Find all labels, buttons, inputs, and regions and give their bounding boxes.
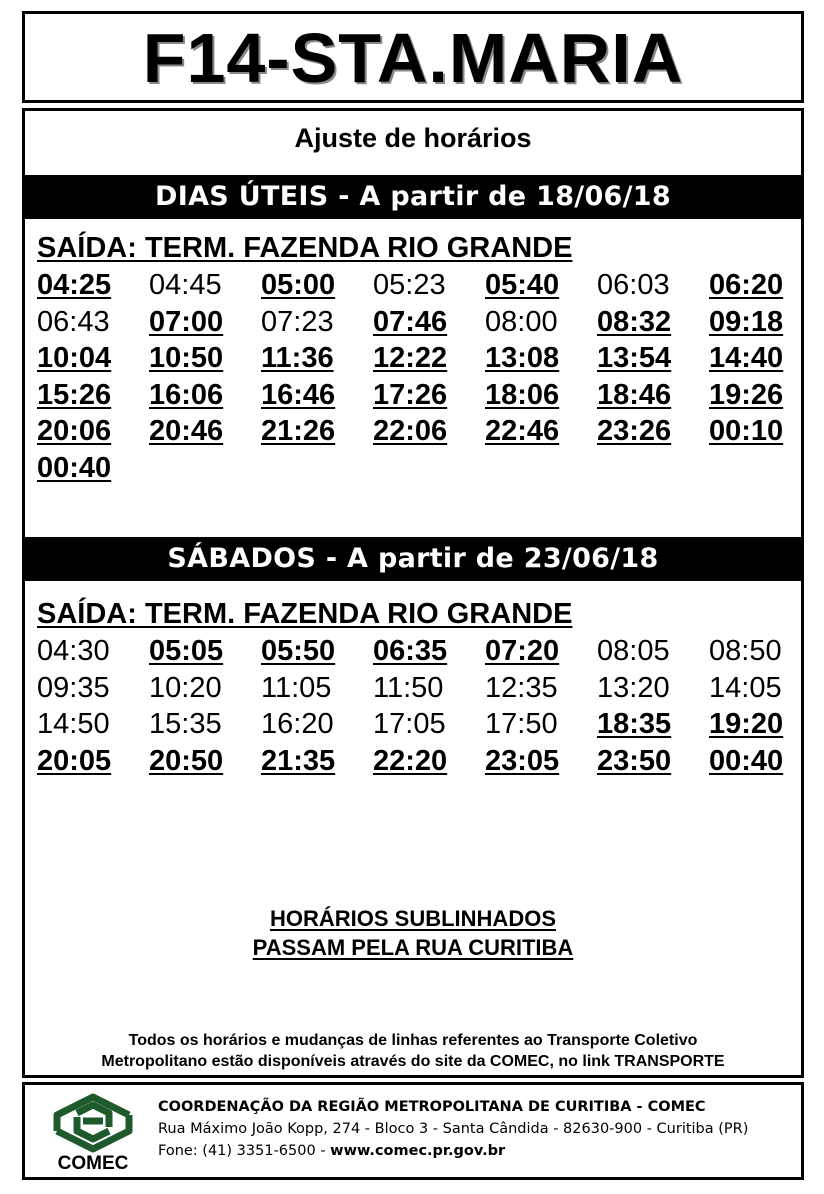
departure-time: 16:20 [261,708,334,740]
departure-time: 05:05 [149,635,224,667]
departure-time: 20:06 [37,415,112,447]
line-title-box [22,11,804,103]
departure-time: 10:20 [149,671,222,704]
departure-time: 15:35 [149,708,222,740]
departure-time: 15:26 [37,378,112,411]
departure-time: 13:54 [597,342,672,374]
underline-note-line1: HORÁRIOS SUBLINHADOS [269,906,556,931]
schedule-subtitle: Ajuste de horários [294,123,532,153]
departure-time: 19:26 [709,378,784,411]
comec-logo-text: COMEC [57,1153,129,1174]
departure-time: 05:40 [485,269,560,301]
weekdays-section [37,231,791,486]
org-phone: Fone: (41) 3351-6500 - [158,1143,331,1159]
org-website: www.comec.pr.gov.br [330,1143,506,1159]
departure-time: 14:50 [37,708,110,740]
org-info [158,1096,748,1162]
departure-time: 05:23 [373,269,446,301]
departure-time: 23:05 [485,744,560,777]
departure-time: 12:22 [373,342,448,374]
info-text [25,1030,801,1072]
departure-time: 11:05 [261,671,332,704]
comec-logo [43,1091,143,1177]
departure-time: 10:50 [149,342,224,374]
departure-time: 23:50 [597,744,672,777]
departure-time: 07:23 [261,305,334,338]
line-title: F14-STA.MARIA [142,19,684,97]
saturday-section [37,597,791,779]
departure-time: 04:25 [37,269,112,301]
departure-time: 08:32 [597,305,672,338]
departure-time: 06:35 [373,635,448,667]
departure-time: 09:18 [709,305,784,338]
departure-time: 17:05 [373,708,446,740]
departure-time: 07:46 [373,305,448,338]
departure-time: 13:08 [485,342,560,374]
departure-time: 06:43 [37,305,110,338]
footer [22,1082,804,1180]
departure-time: 13:20 [597,671,670,704]
weekdays-times-grid [37,267,791,486]
departure-time: 05:00 [261,269,336,301]
info-line2: Metropolitano estão disponíveis através do site da COMEC, no link TRANSPORTE [101,1053,725,1070]
info-line1: Todos os horários e mudanças de linhas referentes ao Transporte Coletivo [128,1032,698,1049]
org-address: Rua Máximo João Kopp, 274 - Bloco 3 - Santa Cândida - 82630-900 - Curitiba (PR) [158,1121,749,1137]
departure-time: 16:46 [261,378,336,411]
departure-time: 05:50 [261,635,336,667]
departure-time: 08:50 [709,635,782,667]
departure-time: 10:04 [37,342,112,374]
departure-time: 23:26 [597,415,672,447]
departure-time: 04:30 [37,635,110,667]
schedule-panel [22,108,804,1078]
weekdays-origin: SAÍDA: TERM. FAZENDA RIO GRANDE [37,232,573,264]
departure-time: 11:50 [373,671,444,704]
departure-time: 07:20 [485,635,560,667]
departure-time: 16:06 [149,378,224,411]
departure-time: 18:06 [485,378,560,411]
departure-time: 17:26 [373,378,448,411]
departure-time: 20:05 [37,744,112,777]
departure-time: 21:26 [261,415,336,447]
departure-time: 09:35 [37,671,110,704]
underline-note [25,904,801,962]
departure-time: 19:20 [709,708,784,740]
departure-time: 20:50 [149,744,224,777]
departure-time: 22:06 [373,415,448,447]
departure-time: 18:46 [597,378,672,411]
departure-time: 00:10 [709,415,784,447]
departure-time: 12:35 [485,671,558,704]
saturday-origin: SAÍDA: TERM. FAZENDA RIO GRANDE [37,598,573,630]
departure-time: 06:20 [709,269,784,301]
org-contact [158,1140,748,1162]
departure-time: 22:20 [373,744,448,777]
saturday-times-grid [37,633,791,779]
departure-time: 08:00 [485,305,558,338]
departure-time: 00:40 [37,451,112,484]
departure-time: 00:40 [709,744,784,777]
departure-time: 04:45 [149,269,222,301]
underline-note-line2: PASSAM PELA RUA CURITIBA [252,935,574,960]
saturday-header: SÁBADOS - A partir de 23/06/18 [25,537,801,581]
departure-time: 14:05 [709,671,782,704]
departure-time: 07:00 [149,305,224,338]
comec-logo-icon [43,1091,143,1153]
departure-time: 21:35 [261,744,336,777]
departure-time: 11:36 [261,342,334,374]
org-name: COORDENAÇÃO DA REGIÃO METROPOLITANA DE CURITIBA - COMEC [158,1099,706,1115]
departure-time: 14:40 [709,342,784,374]
departure-time: 08:05 [597,635,670,667]
departure-time: 22:46 [485,415,560,447]
departure-time: 17:50 [485,708,558,740]
departure-time: 18:35 [597,708,672,740]
departure-time: 20:46 [149,415,224,447]
weekdays-header: DIAS ÚTEIS - A partir de 18/06/18 [25,175,801,219]
departure-time: 06:03 [597,269,670,301]
